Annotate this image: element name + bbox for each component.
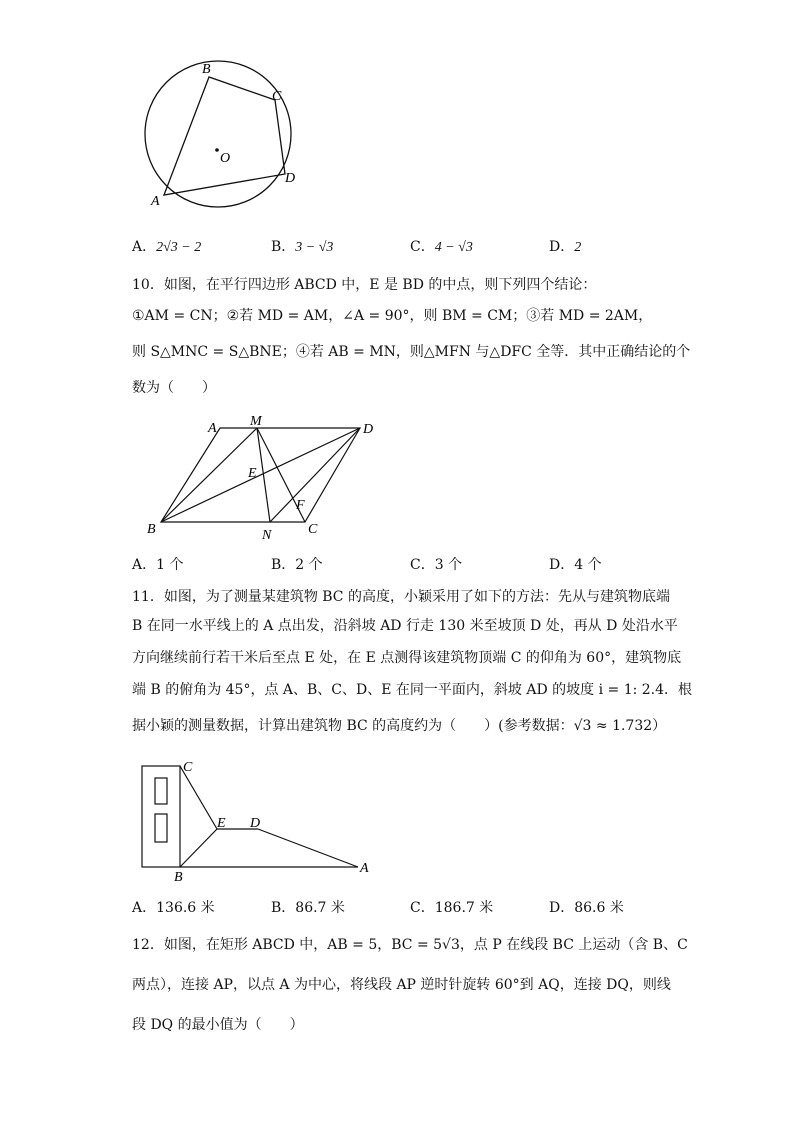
q10-label-f: F [296, 498, 305, 513]
q11-label-c: C [183, 760, 193, 775]
q9-label-d: D [285, 171, 296, 186]
q9-option-a: A．2√3 − 2 [132, 239, 202, 255]
q11-text-line-4: 端 B 的俯角为 45°，点 A、B、C、D、E 在同一平面内，斜坡 AD 的坡度 i = 1: 2.4．根 [132, 682, 693, 698]
q11-segment-da [258, 829, 358, 867]
q10-option-c: C．3 个 [410, 557, 463, 573]
q11-segment-eb [180, 829, 217, 867]
q12-text-line-2: 两点），连接 AP，以点 A 为中心，将线段 AP 逆时针旋转 60°到 AQ，连接 DQ，则线 [132, 977, 671, 993]
q9-option-c: C．4 − √3 [410, 239, 473, 255]
q10-label-e: E [248, 466, 257, 481]
q10-label-m: M [250, 414, 262, 429]
q9-figure [140, 58, 300, 218]
q11-option-c: C．186.7 米 [410, 900, 494, 916]
q12-text-line-3: 段 DQ 的最小值为（ ） [132, 1017, 304, 1033]
q9-center-dot [215, 148, 219, 152]
q10-label-d: D [363, 422, 374, 437]
q9-option-d: D．2 [549, 239, 582, 255]
q10-figure [140, 410, 390, 545]
q10-option-b: B．2 个 [271, 557, 323, 573]
q9-label-b: B [202, 62, 211, 77]
q11-label-b: B [174, 870, 183, 885]
q11-figure [138, 755, 378, 885]
q11-label-e: E [217, 816, 226, 831]
q11-label-d: D [250, 816, 261, 831]
q9-label-a: A [151, 194, 160, 209]
q11-text-line-3: 方向继续前行若干米后至点 E 处，在 E 点测得该建筑物顶端 C 的仰角为 60°，建筑物底 [132, 650, 682, 666]
q10-option-d: D．4 个 [549, 557, 602, 573]
q11-segment-ec [180, 766, 217, 829]
q10-segment-nd [270, 428, 360, 522]
q9-label-o: O [220, 151, 231, 166]
q10-text-line-1: 10．如图，在平行四边形 ABCD 中，E 是 BD 的中点，则下列四个结论： [132, 277, 597, 293]
q10-label-n: N [262, 528, 272, 543]
q10-segment-mn [257, 428, 270, 522]
q10-text-line-3: 则 S△MNC = S△BNE；④若 AB = MN，则△MFN 与△DFC 全等．其中正确结论的个 [132, 344, 691, 360]
q12-text-line-1: 12．如图，在矩形 ABCD 中，AB = 5，BC = 5√3，点 P 在线段 BC 上运动（含 B、C [132, 937, 688, 953]
q11-building-window-top [155, 778, 167, 804]
q11-building-outline [142, 766, 180, 867]
q10-label-c: C [308, 522, 318, 537]
q9-label-c: C [272, 89, 282, 104]
q11-option-d: D．86.6 米 [549, 900, 624, 916]
q11-building-window-bottom [155, 814, 167, 842]
q11-text-line-1: 11．如图，为了测量某建筑物 BC 的高度，小颖采用了如下的方法：先从与建筑物底端 [132, 589, 670, 605]
q10-label-b: B [147, 522, 156, 537]
q10-segment-bm [161, 428, 257, 522]
q10-label-a: A [208, 421, 217, 436]
q11-option-a: A．136.6 米 [132, 900, 215, 916]
q10-text-line-2: ①AM = CN；②若 MD = AM，∠A = 90°，则 BM = CM；③若 MD = 2AM， [132, 308, 653, 324]
q10-text-line-4: 数为（ ） [132, 380, 216, 396]
q11-label-a: A [360, 861, 369, 876]
q11-text-line-5: 据小颖的测量数据，计算出建筑物 BC 的高度约为（ ）(参考数据：√3 ≈ 1.732） [132, 718, 667, 734]
q9-quadrilateral-abcd [164, 77, 285, 195]
q11-option-b: B．86.7 米 [271, 900, 345, 916]
q11-text-line-2: B 在同一水平线上的 A 点出发，沿斜坡 AD 行走 130 米至坡顶 D 处，再从 D 处沿水平 [132, 618, 678, 634]
q10-option-a: A．1 个 [132, 557, 184, 573]
q9-option-b: B．3 − √3 [271, 239, 334, 255]
